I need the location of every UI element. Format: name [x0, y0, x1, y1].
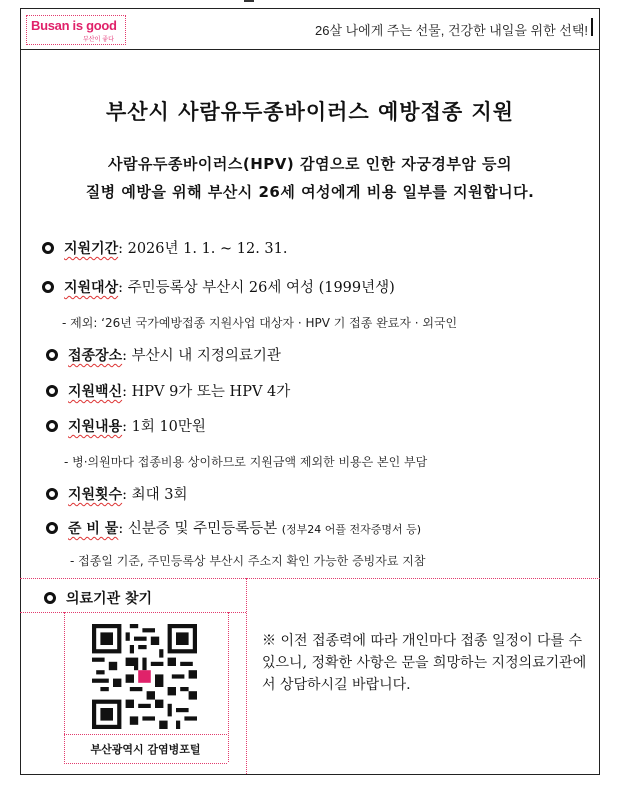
item-content [46, 415, 206, 436]
item-period [42, 237, 288, 258]
bullet-icon [42, 281, 54, 293]
item-value: : 부산시 내 지정의료기관 [122, 348, 281, 364]
bullet-icon [46, 522, 58, 534]
item-value: : 2026년 1. 1. ~ 12. 31. [118, 241, 288, 257]
bullet-icon [44, 592, 56, 604]
item-count [46, 483, 187, 504]
slogan: 26살 나에게 주는 선물, 건강한 내일을 위한 선택! [314, 23, 588, 38]
bullet-icon [42, 242, 54, 254]
item-label: 지원대상 [64, 280, 119, 296]
busan-logo [26, 15, 126, 45]
finder-label: 의료기관 찾기 [66, 591, 153, 607]
header-bar [20, 8, 600, 50]
qr-code-icon[interactable] [92, 624, 197, 729]
item-vaccine [46, 380, 290, 401]
bullet-icon [46, 349, 58, 361]
item-label: 지원백신 [68, 384, 123, 400]
item-location [46, 344, 281, 365]
text-cursor-mark [591, 18, 593, 36]
bullet-icon [46, 488, 58, 500]
bullet-icon [46, 385, 58, 397]
item-value: : 신분증 및 주민등록등본 [118, 521, 278, 537]
note-exclusion: - 제외: ‘26년 국가예방접종 지원사업 대상자 · HPV 기 접종 완료자 · 외국인 [62, 316, 458, 330]
note-cost: - 병·의원마다 접종비용 상이하므로 지원금액 제외한 비용은 본인 부담 [64, 455, 428, 469]
intro-line-1: 사람유두종바이러스(HPV) 감염으로 인한 자궁경부암 등의 [107, 155, 513, 173]
item-value: : 최대 3회 [122, 487, 188, 503]
item-extra: (정부24 어플 전자증명서 등) [281, 523, 422, 536]
top-mark [244, 0, 254, 2]
item-value: : 주민등록상 부산시 26세 여성 (1999년생) [118, 280, 395, 296]
logo-subtext: 부산이 좋다 [83, 36, 114, 43]
item-target [42, 276, 395, 297]
page-title: 부산시 사람유두종바이러스 예방접종 지원 [105, 100, 515, 124]
remark-text: ※ 이전 접종력에 따라 개인마다 접종 일정이 다를 수 있으니, 정확한 사항은 문을 희망하는 지정의료기관에서 상담하시길 바랍니다. [262, 633, 587, 693]
intro-line-2: 질병 예방을 위해 부산시 26세 여성에게 비용 일부를 지원합니다. [85, 183, 535, 201]
item-value: : HPV 9가 또는 HPV 4가 [122, 384, 291, 400]
divider [20, 578, 600, 579]
qr-caption: 부산광역시 감염병포털 [90, 743, 201, 756]
finder-heading [44, 588, 152, 608]
bullet-icon [46, 420, 58, 432]
item-label: 지원기간 [64, 241, 119, 257]
divider [246, 578, 247, 774]
item-label: 지원횟수 [68, 487, 123, 503]
item-value: : 1회 10만원 [122, 419, 206, 435]
item-label: 접종장소 [68, 348, 123, 364]
item-documents [46, 517, 421, 538]
note-documents: - 접종일 기준, 주민등록상 부산시 주소지 확인 가능한 증빙자료 지참 [70, 554, 426, 568]
item-label: 준 비 물 [68, 521, 119, 537]
logo-text: Busan is good [31, 18, 117, 33]
item-label: 지원내용 [68, 419, 123, 435]
